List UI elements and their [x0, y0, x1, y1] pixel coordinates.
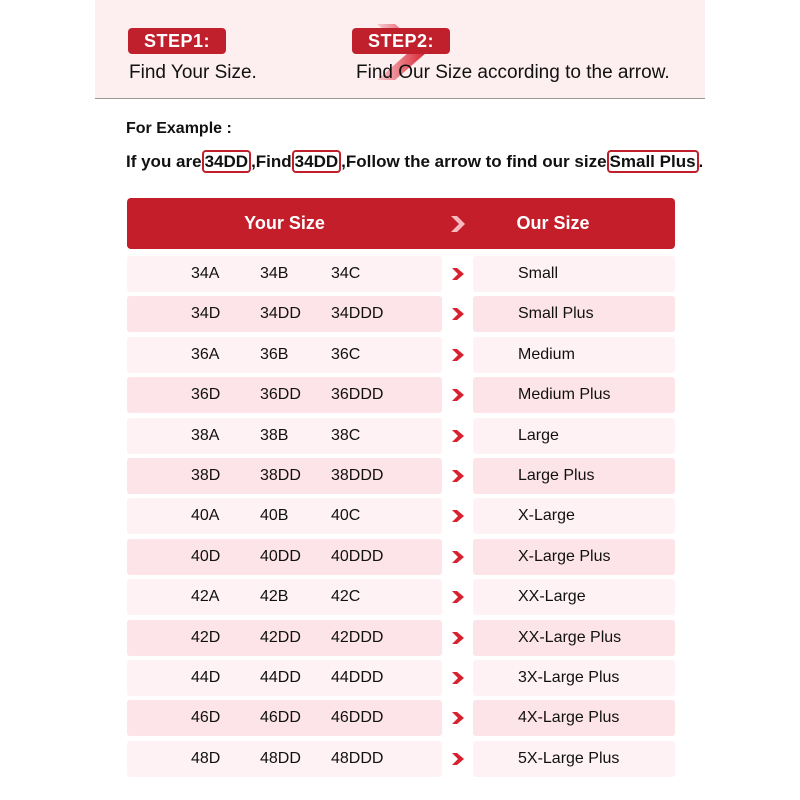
- your-size-value: 42DD: [260, 628, 301, 646]
- our-size-cell: [473, 700, 675, 736]
- steps-banner: [95, 0, 705, 99]
- table-row: [127, 296, 675, 332]
- table-row: [127, 458, 675, 494]
- our-size-value: Small: [518, 265, 559, 282]
- your-size-value: 44DDD: [331, 669, 384, 686]
- your-size-value: 36D: [191, 386, 221, 404]
- example-prefix: If you are: [126, 152, 202, 171]
- your-size-value: 34DD: [260, 305, 301, 323]
- table-row: [127, 539, 675, 575]
- chevron-right-icon: [451, 267, 465, 281]
- chevron-right-icon: [451, 388, 465, 402]
- step2-badge: STEP2:: [352, 28, 450, 54]
- chevron-right-icon: [451, 348, 465, 362]
- your-size-value: 40DDD: [331, 547, 384, 565]
- our-size-value: X-Large: [518, 507, 575, 525]
- table-row: [127, 579, 675, 615]
- your-size-value: 34DDD: [331, 305, 384, 323]
- example-suffix: .: [698, 152, 704, 171]
- your-size-value: 40DD: [260, 547, 301, 565]
- your-size-value: 48DDD: [331, 749, 384, 767]
- your-size-cell: [127, 458, 442, 494]
- your-size-value: 34C: [331, 265, 361, 282]
- our-size-cell: [473, 579, 675, 615]
- your-size-value: 36C: [331, 345, 361, 363]
- your-size-cell: [127, 620, 442, 656]
- your-size-cell: [127, 256, 442, 292]
- your-size-value: 34A: [191, 265, 220, 282]
- chevron-right-icon: [451, 509, 465, 523]
- your-size-value: 40A: [191, 507, 220, 525]
- our-size-value: 3X-Large Plus: [518, 669, 620, 686]
- header-your-size: Your Size: [244, 213, 325, 233]
- your-size-value: 42D: [191, 628, 221, 646]
- your-size-value: 48DD: [260, 749, 301, 767]
- example-line: [126, 152, 703, 172]
- example-size-highlight-2: 34DD: [292, 150, 341, 173]
- your-size-value: 42A: [191, 588, 220, 606]
- your-size-value: 42B: [260, 588, 289, 606]
- your-size-value: 36B: [260, 345, 289, 363]
- your-size-value: 40C: [331, 507, 361, 525]
- your-size-cell: [127, 498, 442, 534]
- your-size-value: 48D: [191, 749, 221, 767]
- table-row: [127, 498, 675, 534]
- example-size-highlight: 34DD: [202, 150, 251, 173]
- your-size-cell: [127, 418, 442, 454]
- your-size-value: 42C: [331, 588, 361, 606]
- your-size-value: 44D: [191, 669, 221, 686]
- our-size-cell: [473, 620, 675, 656]
- chevron-right-icon: [451, 550, 465, 564]
- your-size-cell: [127, 296, 442, 332]
- example-our-size-highlight: Small Plus: [607, 150, 699, 173]
- example-mid1: ,Find: [251, 152, 292, 171]
- step1-badge: STEP1:: [128, 28, 226, 54]
- our-size-value: 4X-Large Plus: [518, 709, 620, 727]
- chevron-right-icon: [451, 469, 465, 483]
- your-size-value: 42DDD: [331, 628, 384, 646]
- your-size-value: 34B: [260, 265, 289, 282]
- table-row: [127, 741, 675, 777]
- your-size-value: 38DDD: [331, 467, 384, 484]
- your-size-value: 38DD: [260, 467, 301, 484]
- your-size-value: 44DD: [260, 669, 301, 686]
- your-size-cell: [127, 337, 442, 373]
- your-size-cell: [127, 700, 442, 736]
- table-row: [127, 337, 675, 373]
- chevron-right-icon: [451, 671, 465, 685]
- our-size-cell: [473, 498, 675, 534]
- your-size-value: 46D: [191, 709, 221, 727]
- step2-text: Find Our Size according to the arrow.: [356, 62, 670, 83]
- chevron-right-icon: [451, 711, 465, 725]
- table-row: [127, 700, 675, 736]
- your-size-cell: [127, 579, 442, 615]
- our-size-cell: [473, 296, 675, 332]
- our-size-value: 5X-Large Plus: [518, 749, 620, 767]
- our-size-cell: [473, 458, 675, 494]
- your-size-value: 46DDD: [331, 709, 384, 727]
- your-size-cell: [127, 377, 442, 413]
- your-size-value: 36DD: [260, 386, 301, 404]
- your-size-value: 36A: [191, 345, 220, 363]
- example-mid2: ,Follow the arrow to find our size: [341, 152, 607, 171]
- your-size-cell: [127, 741, 442, 777]
- table-row: [127, 377, 675, 413]
- step1-text: Find Your Size.: [129, 62, 257, 83]
- our-size-value: XX-Large: [518, 588, 586, 606]
- chevron-right-icon: [451, 429, 465, 443]
- example-title: For Example :: [126, 120, 232, 137]
- table-row: [127, 620, 675, 656]
- your-size-value: 40D: [191, 547, 221, 565]
- your-size-value: 38A: [191, 426, 220, 444]
- your-size-value: 40B: [260, 507, 289, 525]
- table-header: [127, 198, 675, 249]
- our-size-cell: [473, 418, 675, 454]
- our-size-cell: [473, 377, 675, 413]
- your-size-value: 46DD: [260, 709, 301, 727]
- our-size-value: Large: [518, 426, 559, 444]
- our-size-cell: [473, 660, 675, 696]
- our-size-value: Medium Plus: [518, 386, 611, 404]
- table-row: [127, 256, 675, 292]
- chevron-right-icon: [451, 631, 465, 645]
- your-size-cell: [127, 660, 442, 696]
- our-size-value: Small Plus: [518, 305, 594, 323]
- our-size-value: XX-Large Plus: [518, 628, 622, 646]
- chevron-right-icon: [451, 752, 465, 766]
- table-row: [127, 660, 675, 696]
- your-size-value: 34D: [191, 305, 221, 323]
- chevron-right-icon: [449, 215, 467, 233]
- our-size-value: Medium: [518, 345, 575, 363]
- your-size-value: 38C: [331, 426, 361, 444]
- your-size-cell: [127, 539, 442, 575]
- header-our-size: Our Size: [516, 213, 590, 233]
- chevron-right-icon: [451, 307, 465, 321]
- table-row: [127, 418, 675, 454]
- your-size-value: 36DDD: [331, 386, 384, 404]
- our-size-cell: [473, 539, 675, 575]
- your-size-value: 38D: [191, 467, 221, 484]
- our-size-value: X-Large Plus: [518, 547, 611, 565]
- our-size-cell: [473, 741, 675, 777]
- our-size-cell: [473, 337, 675, 373]
- our-size-value: Large Plus: [518, 467, 595, 484]
- chevron-right-icon: [451, 590, 465, 604]
- your-size-value: 38B: [260, 426, 289, 444]
- our-size-cell: [473, 256, 675, 292]
